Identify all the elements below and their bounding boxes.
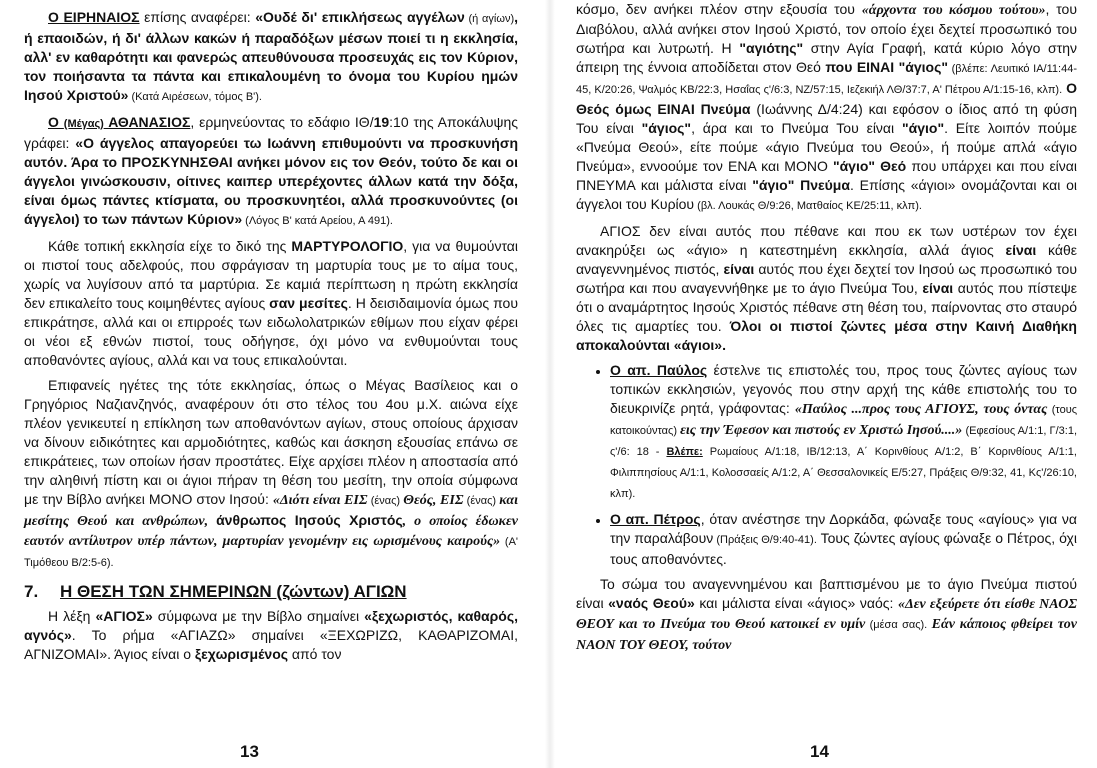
paragraph-continuation: κόσμο, δεν ανήκει πλέον στην εξουσία του «άρχοντα του κόσμου τούτου», του Διαβόλου, αλλά ανήκει στον Ιησού Χριστό, τον οποίο έχει δεχτεί προσωπικό του σωτήρα και λυτρωτή. Η "αγιότης" στην Αγία Γραφή, κατά κύριο λόγο στην άπειρη της έννοια αποδίδεται στον Θεό που ΕΙΝΑΙ "άγιος" (βλέπε: Λευιτικό ΙΑ/11:44-45, Κ/20:26, Ψαλμός ΚΒ/22:3, Ησαΐας ς'/6:3, ΝΖ/57:15, Ιεζεκιήλ ΛΘ/37:7, Α' Πέτρου Α/1:15-16, κλπ). Ο Θεός όμως ΕΙΝΑΙ Πνεύμα (Ιωάννης Δ/4:24) και εφόσον ο ίδιος από τη φύση Του είναι "άγιος", άρα και το Πνεύμα Του είναι "άγιο". Είτε λοιπόν πούμε «Πνεύμα Θεού», είτε πούμε «άγιο Πνεύμα του Θεού», ή πούμε απλά «άγιο Πνεύμα», εννοούμε τον ΕΝΑ και ΜΟΝΟ "άγιο" Θεό που υπάρχει και που είναι ΠΝΕΥΜΑ και μάλιστα είναι "άγιο" Πνεύμα. Επίσης «άγιοι» ονομάζονται και οι άγγελοι του Κυρίου (βλ. Λουκάς Θ/9:26, Ματθαίος ΚΕ/25:11, κλπ).	[576, 1, 1078, 212]
list-item-petros: • Ο απ. Πέτρος, όταν ανέστησε την Δορκάδα, φώναξε τους «αγίους» για να την παραλάβουν (Πράξεις Θ/9:40-41). Τους ζώντες αγίους φώναξε ο Πέτρος, όχι τους αποθανόντες.	[610, 510, 1077, 569]
quote: «Ο άγγελος απαγορεύει τω Ιωάννη επιθυμούντι να προσκυνήση αυτόν. Άρα το ΠΡΟΣΚΥΝΗΣΘΑΙ ανήκει μόνον εις τον Θεόν, τούτο δε και οι άγγελοι γινώσκουσιν, οίτινες καιπερ υπερέχοντες άλλων κατά την δόξα, είναι όμως πάντες κτίσματα, ου προσκυνητέοι, αλλά προσκυνούντες (οι άγγελοι) το των πάντων Κύριον»	[24, 135, 518, 227]
right-page	[560, 0, 1097, 768]
section-title: Η ΘΕΣΗ ΤΩΝ ΣΗΜΕΡΙΝΩΝ (ζώντων) ΑΓΙΩΝ	[60, 582, 407, 601]
scripture-quote: «Παύλος ...προς τους ΑΓΙΟΥΣ, τους όντας	[794, 402, 1048, 417]
quote: , ή επαοιδών, ή δι' άλλων κακών ή παραδόξων μέσων ποιεί τι η εκκλησία, αλλ' εν καθαρότητι και φανερώς απευθύνουσα προσευχάς εις τον Κύριον, τον ποιήσαντα τα πάντα και επικαλουμένη το όνομα του Κυρίου ημών Ιησού Χριστού»	[24, 9, 518, 103]
reference: (Πράξεις Θ/9:40-41).	[713, 534, 817, 546]
paragraph-agios-definition: ΑΓΙΟΣ δεν είναι αυτός που πέθανε και που εκ των υστέρων τον έχει ανακηρύξει ως «άγιο» η κατεστημένη εκκλησία, αλλά άγιος είναι κάθε αναγεννημένος πιστός, είναι αυτός που έχει δεχτεί τον Ιησού ως προσωπικό του σωτήρα και που αναγεννήθηκε με το άγιο Πνεύμα Του, είναι αυτός που πίστεψε ότι ο αναμάρτητος Ιησούς Χριστός πέθανε στη θέση του, παίρνοντας στο σταυρό όλες τις αμαρτίες του. Όλοι οι πιστοί ζώντες μέσα στην Καινή Διαθήκη αποκαλούνται «άγιοι».	[576, 223, 1077, 353]
scripture-quote: «Διότι είναι ΕΙΣ	[272, 493, 368, 508]
paragraph-definition: Η λέξη «ΑΓΙΟΣ» σύμφωνα με την Βίβλο σημαίνει «ξεχωριστός, καθαρός, αγνός». Το ρήμα «ΑΓΙΑΖΩ» σημαίνει «ΞΕΧΩΡΙΖΩ, ΚΑΘΑΡΙΖΟΜΑΙ, ΑΓΝΙΖΟΜΑΙ». Άγιος είναι ο ξεχωρισμένος από τον	[24, 608, 519, 662]
list-item-pavlos: • Ο απ. Παύλος έστελνε τις επιστολές του, προς τους ζώντες αγίους των τοπικών εκκλησιών, γεγονός που στην αρχή της κάθε επιστολής του το διευκρινίζε ρητά, γράφοντας: «Παύλος ...προς τους ΑΓΙΟΥΣ, τους όντας (τους κατοικούντας) εις την Έφεσον και πιστούς εν Χριστώ Ιησού....» (Εφεσίους Α/1:1, Γ/3:1, ς'/6: 18 - Βλέπε: Ρωμαίους Α/1:18, ΙΒ/12:13, Α΄ Κορινθίους Α/1:2, Β΄ Κορινθίους Α/1:1, Φιλιππησίους Α/1:1, Κολοσσαείς Α/1:2, Α΄ Θεσσαλονικείς Ε/5:27, Πράξεις Θ/9:32, 41, Κς'/26:10, κλπ).	[610, 361, 1077, 504]
reference: (βλ. Λουκάς Θ/9:26, Ματθαίος ΚΕ/25:11, κλπ).	[694, 200, 922, 212]
section-heading	[24, 581, 518, 603]
paragraph-naos: Το σώμα του αναγεννημένου και βαπτισμένου με το άγιο Πνεύμα πιστού είναι «ναός Θεού» και μάλιστα είναι «άγιος» ναός: «Δεν εξεύρετε ότι είσθε ΝΑΟΣ ΘΕΟΥ και το Πνεύμα του Θεού κατοικεί εν υμίν (μέσα σας). Εάν κάποιος φθείρει τον ΝΑΟΝ ΤΟΥ ΘΕΟΥ, τούτον	[576, 576, 1078, 653]
paragraph-athanasios: Ο (Μέγας) ΑΘΑΝΑΣΙΟΣ, ερμηνεύοντας το εδάφιο ΙΘ/19:10 της Αποκάλυψης γράφει: «Ο άγγελος απαγορεύει τω Ιωάννη επιθυμούντι να προσκυνήση αυτόν. Άρα το ΠΡΟΣΚΥΝΗΣΘΑΙ ανήκει μόνον εις τον Θεόν, τούτο δε και οι άγγελοι γινώσκουσιν, οίτινες καιπερ υπερέχοντες άλλων κατά την δόξα, είναι όμως πάντες κτίσματα, ου προσκυνητέοι, αλλά προσκυνούντες (οι άγγελοι) το των πάντων Κύριον» (Λόγος Β' κατά Αρείου, Α 491).	[24, 114, 519, 227]
author-name: Ο ΕΙΡΗΝΑΙΟΣ	[48, 9, 140, 25]
paragraph-eirinaios: Ο ΕΙΡΗΝΑΙΟΣ επίσης αναφέρει: «Ουδέ δι' επικλήσεως αγγέλων (ή αγίων), ή επαοιδών, ή δι' άλλων κακών ή παραδόξων μέσων ποιεί τι η εκκλησία, αλλ' εν καθαρότητι και φανερώς απευθύνουσα προσευχάς εις τον Κύριον, τον ποιήσαντα τα πάντα και επικαλουμένη το όνομα του Κυρίου ημών Ιησού Χριστού» (Κατά Αιρέσεων, τόμος Β').	[24, 9, 518, 103]
section-number: 7.	[24, 582, 39, 601]
book-gutter	[545, 0, 555, 768]
reference: Ρωμαίους Α/1:18, ΙΒ/12:13, Α΄ Κορινθίους Α/1:2, Β΄ Κορινθίους Α/1:1, Φιλιππησίους Α/1:1, Κολοσσαείς Α/1:2, Α΄ Θεσσαλονικείς Ε/5:27, Πράξεις Θ/9:32, 41, Κς'/26:10, κλπ).	[610, 446, 1077, 500]
reference: (Α' Τιμόθεου Β/2:5-6).	[24, 536, 519, 569]
scripture-quote: «άρχοντα του κόσμου τούτου»	[861, 3, 1046, 18]
page-number: 13	[240, 742, 259, 761]
paragraph-martyrologio: Κάθε τοπική εκκλησία είχε το δικό της ΜΑΡΤΥΡΟΛΟΓΙΟ, για να θυμούνται οι πιστοί τους αδελφούς, που σφράγισαν τη μαρτυρία τους με το αίμα τους, χωρίς να λυγίσουν από τα μαρτύρια. Σε καμιά περίπτωση η πρώτη εκκλησία δεν επικαλείτο τους κοιμηθέντες αγίους σαν μεσίτες. Η δεισιδαιμονία όμως που επικράτησε, αλλά και οι επιρροές των ειδωλολατρικών εθίμων που είχαν φέρει οι νέοι εξ εθνών πιστοί, τους οδήγησε, όχι μόνο να ενθυμούνται τους αποθανόντες αγίους, αλλά και να τους επικαλούνται.	[24, 238, 518, 368]
paragraph-leaders: Επιφανείς ηγέτες της τότε εκκλησίας, όπως ο Μέγας Βασίλειος και ο Γρηγόριος Ναζιανζηνός, αναφέρουν ότι στο τέλος του 4ου μ.Χ. αιώνα είχε πλέον γενικευτεί η επίκληση των αποθανόντων αγίων, στους οποίους άρχισαν να δίνουν ειδικότητες και αρμοδιότητες, καθώς και άσκηση εξουσίας επάνω σε επικράτειες, των οποίων ήσαν προστάτες. Είχε αρχίσει πλέον η αποστασία από την αληθινή πίστη και οι άγιοι πήραν τη θέση του μεσίτη, την οποία σύμφωνα με την Βίβλο ανήκει ΜΟΝΟ στον Ιησού: «Διότι είναι ΕΙΣ (ένας) Θεός, ΕΙΣ (ένας) και μεσίτης Θεού και ανθρώπων, άνθρωπος Ιησούς Χριστός, ο οποίος έδωκεν εαυτόν αντίλυτρον υπέρ πάντων, μαρτυρίαν γενομένην εις ωρισμένους καιρούς» (Α' Τιμόθεου Β/2:5-6).	[24, 377, 519, 569]
reference: (Λόγος Β' κατά Αρείου, Α 491).	[242, 215, 393, 227]
scripture-quote: «Δεν εξεύρετε ότι είσθε ΝΑΟΣ ΘΕΟΥ και το Πνεύμα του Θεού κατοικεί εν υμίν	[576, 597, 1078, 632]
quote: «Ουδέ δι' επικλήσεως αγγέλων	[255, 9, 465, 25]
author-name: Ο (Μέγας) ΑΘΑΝΑΣΙΟΣ	[48, 114, 191, 130]
apostle-name: Ο απ. Παύλος	[610, 362, 708, 378]
left-page	[0, 0, 540, 768]
bullet-list	[576, 361, 1077, 569]
reference: (Κατά Αιρέσεων, τόμος Β').	[128, 91, 262, 103]
page-number: 14	[810, 742, 829, 761]
reference: (βλέπε: Λευιτικό ΙΑ/11:44-45, Κ/20:26, Ψαλμός ΚΒ/22:3, Ησαΐας ς'/6:3, ΝΖ/57:15, Ιεζεκιήλ ΛΘ/37:7, Α' Πέτρου Α/1:15-16, κλπ).	[576, 63, 1077, 96]
apostle-name: Ο απ. Πέτρος	[610, 511, 701, 527]
